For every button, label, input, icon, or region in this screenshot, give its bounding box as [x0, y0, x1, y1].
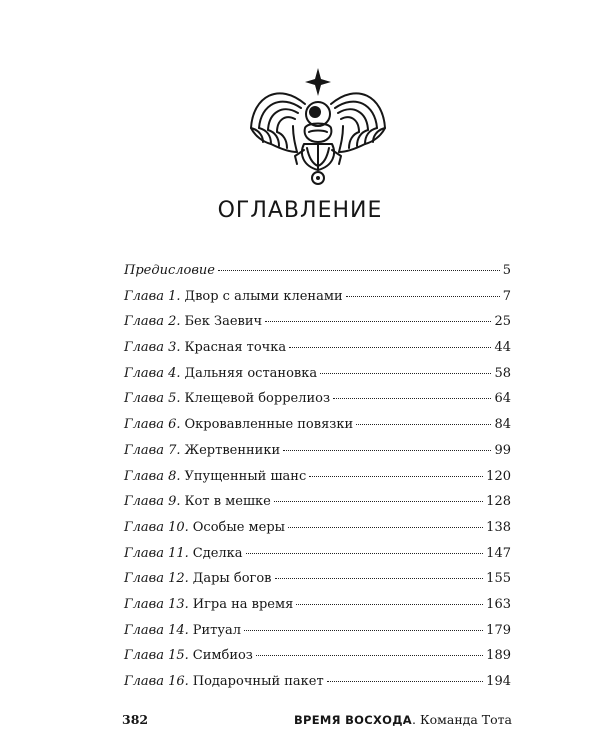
- dot-leader: [320, 373, 491, 374]
- dot-leader: [296, 604, 483, 605]
- footer-page-number: 382: [122, 712, 149, 727]
- toc-entry-page: 58: [494, 365, 511, 381]
- dot-leader: [346, 296, 500, 297]
- toc-entry-chapter-7: [124, 443, 511, 469]
- toc-entry-label: Глава 3.: [124, 340, 181, 356]
- footer-book-subtitle: Команда Тота: [419, 712, 512, 727]
- toc-entry-title: Дары богов: [192, 571, 272, 587]
- toc-entry-label: Глава 8.: [124, 468, 181, 484]
- toc-entry-page: 7: [502, 288, 511, 304]
- toc-entry-page: 189: [486, 648, 511, 664]
- toc-entry-title: Симбиоз: [192, 648, 253, 664]
- dot-leader: [265, 321, 491, 322]
- toc-entry-title: Подарочный пакет: [192, 674, 324, 689]
- toc-entry-chapter-12: [124, 571, 511, 597]
- toc-entry-page: 194: [486, 674, 511, 689]
- toc-entry-title: Бек Заевич: [184, 314, 263, 330]
- toc-entry-label: Глава 12.: [124, 571, 189, 587]
- toc-entry-label: Глава 16.: [124, 674, 189, 689]
- toc-entry-page: 128: [486, 494, 511, 510]
- toc-entry-chapter-6: [124, 417, 511, 443]
- toc-entry-label: Глава 9.: [124, 494, 181, 510]
- dot-leader: [218, 270, 500, 271]
- toc-entry-page: 163: [486, 596, 511, 612]
- toc-entry-title: Кот в мешке: [184, 494, 271, 510]
- dot-leader: [274, 501, 483, 502]
- toc-entry-title: Жертвенники: [184, 442, 281, 458]
- dot-leader: [246, 553, 484, 554]
- toc-entry-chapter-16: [124, 674, 511, 700]
- toc-entry-title: Ритуал: [192, 622, 242, 638]
- toc-entry-title: Особые меры: [192, 519, 286, 535]
- toc-entry-page: 5: [502, 263, 511, 278]
- toc-entry-page: 155: [486, 571, 511, 587]
- dot-leader: [356, 424, 491, 425]
- toc-entry-label: Глава 10.: [124, 519, 189, 535]
- dot-leader: [256, 655, 483, 656]
- toc-entry-page: 44: [494, 340, 511, 356]
- toc-entry-chapter-1: [124, 289, 511, 315]
- toc-entry-label: Предисловие: [124, 263, 215, 278]
- toc-entry-chapter-3: [124, 340, 511, 366]
- toc-entry-preface: [124, 263, 511, 289]
- dot-leader: [327, 681, 484, 682]
- toc-entry-chapter-13: [124, 597, 511, 623]
- toc-entry-chapter-15: [124, 648, 511, 674]
- toc-entry-label: Глава 15.: [124, 648, 189, 664]
- toc-entry-chapter-8: [124, 469, 511, 495]
- toc-entry-chapter-9: [124, 494, 511, 520]
- toc-entry-page: 99: [494, 442, 511, 458]
- toc-entry-page: 84: [494, 417, 511, 433]
- toc-entry-title: Сделка: [192, 545, 243, 561]
- toc-entry-title: Упущенный шанс: [184, 468, 307, 484]
- toc-entry-chapter-14: [124, 623, 511, 649]
- toc-entry-chapter-5: [124, 391, 511, 417]
- toc-entry-title: Дальняя остановка: [184, 365, 318, 381]
- toc-entry-page: 179: [486, 622, 511, 638]
- toc-entry-label: Глава 6.: [124, 417, 181, 433]
- toc-entry-page: 138: [486, 519, 511, 535]
- toc-entry-page: 120: [486, 468, 511, 484]
- toc-entry-label: Глава 5.: [124, 391, 181, 407]
- toc-entry-chapter-10: [124, 520, 511, 546]
- table-of-contents: [124, 263, 511, 700]
- dot-leader: [289, 347, 491, 348]
- dot-leader: [275, 578, 484, 579]
- toc-entry-title: Окровавленные повязки: [184, 417, 354, 433]
- toc-entry-label: Глава 14.: [124, 622, 189, 638]
- toc-entry-page: 147: [486, 545, 511, 561]
- winged-scarab-icon: [249, 66, 387, 190]
- toc-entry-label: Глава 4.: [124, 365, 181, 381]
- toc-entry-chapter-11: [124, 546, 511, 572]
- dot-leader: [333, 398, 491, 399]
- footer-book-title: ВРЕМЯ ВОСХОДА: [293, 713, 412, 727]
- toc-entry-label: Глава 1.: [124, 288, 181, 304]
- toc-entry-page: 25: [494, 314, 511, 330]
- toc-entry-title: Клещевой боррелиоз: [184, 391, 331, 407]
- toc-entry-chapter-2: [124, 314, 511, 340]
- toc-entry-title: Красная точка: [184, 340, 287, 356]
- toc-entry-title: Игра на время: [192, 596, 294, 612]
- toc-entry-title: Двор с алыми кленами: [184, 288, 343, 304]
- dot-leader: [283, 450, 491, 451]
- dot-leader: [309, 476, 483, 477]
- toc-entry-chapter-4: [124, 366, 511, 392]
- toc-entry-page: 64: [494, 391, 511, 407]
- toc-entry-label: Глава 13.: [124, 596, 189, 612]
- running-footer: ВРЕМЯ ВОСХОДА. Команда Тота: [293, 712, 512, 727]
- toc-entry-label: Глава 7.: [124, 442, 181, 458]
- dot-leader: [244, 630, 483, 631]
- toc-entry-label: Глава 11.: [124, 545, 189, 561]
- page-title: ОГЛАВЛЕНИЕ: [217, 198, 383, 223]
- dot-leader: [288, 527, 483, 528]
- toc-entry-label: Глава 2.: [124, 314, 181, 330]
